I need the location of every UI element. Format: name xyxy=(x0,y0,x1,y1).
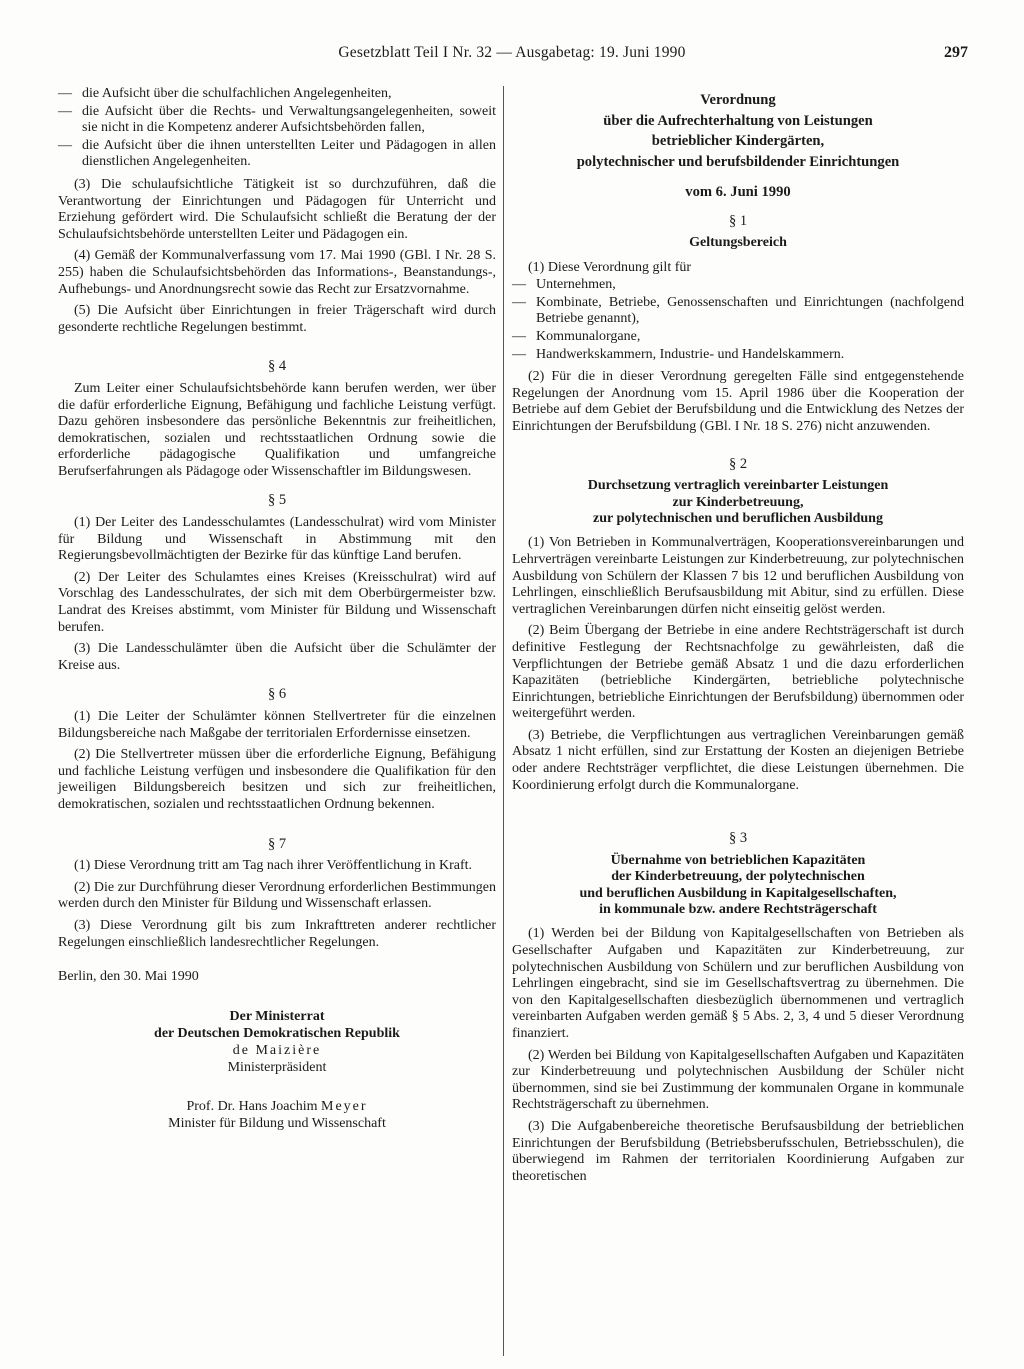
gazette-header: Gesetzblatt Teil I Nr. 32 — Ausgabetag: 19. Juni 1990 xyxy=(338,44,686,61)
page-number: 297 xyxy=(944,44,968,61)
section-heading: § 7 xyxy=(267,835,287,852)
section-heading: § 1 xyxy=(728,212,748,229)
signatory-body: der Deutschen Demokratischen Republik xyxy=(154,1025,400,1041)
paragraph: (1) Die Leiter der Schulämter können Stellvertreter für die einzelnen Bildungsbereiche nach Maßgabe der territorialen Erfordernisse einsetzen. xyxy=(58,709,496,741)
paragraph: (1) Von Betrieben in Kommunalverträgen, Kooperationsvereinbarungen und Lehrverträgen vereinbarte Leistungen zur Kinderbetreuung, zur polytechnischen Ausbildung von Schülern der Klassen 7 bis 12 und beruflichen Ausbildung von Lehrlingen, einschließlich Berufsausbildung mit Abitur, sind zu erfüllen. Diese vertraglichen Vereinbarungen dürfen nicht einseitig gelöst werden. xyxy=(512,535,964,617)
section-title: Geltungsbereich xyxy=(689,235,787,251)
column-divider xyxy=(503,86,504,1356)
paragraph: (1) Diese Verordnung tritt am Tag nach ihrer Veröffentlichung in Kraft. xyxy=(74,858,473,874)
paragraph: (1) Werden bei der Bildung von Kapitalgesellschaften von Betrieben als Gesellschafter Aufgaben und Kapazitäten zur Kinderbetreuung, zur polytechnischen Ausbildung von Schülern und zur beruflichen Ausbildung von Lehrlingen eingebracht, sind sie im Gesellschaftsvertrag zu übernehmen. Die von den Kapitalgesellschaften diesbezüglich übernommenen und vertraglich vereinbarten Aufgaben werden gemäß § 5 Abs. 2, 3, 4 und 5 dieser Verordnung finanziert. xyxy=(512,926,964,1042)
paragraph: (1) Diese Verordnung gilt für xyxy=(528,259,692,275)
paragraph: (2) Beim Übergang der Betriebe in eine andere Rechtsträgerschaft ist durch definitive Festlegung der Rechtsnachfolge zu gewährleisten, daß die Verpflichtungen der Betriebe gemäß Absatz 1 und die dazu erforderlichen Kapazitäten (betriebliche Kindergärten, betriebliche polytechnische Einrichtungen, betriebliche Einrichtungen der Berufsbildung) übernommen oder weitergeführt werden. xyxy=(512,623,964,722)
section-heading: § 5 xyxy=(267,492,287,509)
paragraph: Zum Leiter einer Schulaufsichtsbehörde kann berufen werden, wer über die dafür erforderliche Eignung, Befähigung und fachliche Leistung verfügt. Dazu gehören insbesondere das persönliche Bekenntnis zur freiheitlichen, demokratischen, sozialen und rechtsstaatlichen Ordnung sowie die erforderliche pädagogische Qualifikation und umfangreiche Berufserfahrungen als Pädagoge oder Wissenschaftler im Bildungswesen. xyxy=(58,380,496,479)
signatory-body: Der Ministerrat xyxy=(229,1008,325,1024)
paragraph: (3) Betriebe, die Verpflichtungen aus vertraglichen Vereinbarungen gemäß Absatz 1 nicht erfüllen, sind zur Erstattung der Kosten an diejenigen Betriebe oder andere Rechtsträger verpflichtet, die diese Leistungen übernehmen. Die Koordinierung erfolgt durch die Kommunalorgane. xyxy=(512,727,964,793)
paragraph: (2) Der Leiter des Schulamtes eines Kreises (Kreisschulrat) wird auf Vorschlag des Landesschulrates, der sich mit dem Oberbürgermeister bzw. Landrat des Kreises abstimmt, vom Minister für Bildung und Wissenschaft berufen. xyxy=(58,569,496,635)
paragraph: (2) Für die in dieser Verordnung geregelten Fälle sind entgegenstehende Regelungen der Anordnung vom 15. April 1986 über die Kooperation der Betriebe auf dem Gebiet der Berufsbildung und die Entwicklung des Netzes der Einrichtungen der Berufsbildung (GBl. I Nr. 18 S. 276) nicht anzuwenden. xyxy=(512,369,964,434)
list-item: — Handwerkskammern, Industrie- und Handelskammern. xyxy=(512,346,845,362)
paragraph: (3) Die Landesschulämter üben die Aufsicht über die Schulämter der Kreise aus. xyxy=(58,641,496,673)
paragraph: (3) Die schulaufsichtliche Tätigkeit ist so durchzuführen, daß die Verantwortung der Einrichtungen und Pädagogen für Unterricht und Erziehung gefördert wird. Die Schulaufsicht schließt die Beratung der der Schulaufsichtsbehörde unterstellten Leiter und Pädagogen ein. xyxy=(58,176,496,242)
ordinance-title: Verordnung über die Aufrechterhaltung von Leistungen betrieblicher Kindergärten, polytechnischer und berufsbildender Einrichtungen xyxy=(576,92,900,170)
left-column xyxy=(58,86,496,1132)
signatory-role: Minister für Bildung und Wissenschaft xyxy=(168,1115,386,1131)
section-heading: § 6 xyxy=(267,686,287,703)
paragraph: (2) Die zur Durchführung dieser Verordnung erforderlichen Bestimmungen werden durch den Minister für Bildung und Wissenschaft erlassen. xyxy=(58,879,496,912)
section-title: Durchsetzung vertraglich vereinbarter Leistungen zur Kinderbetreuung, zur polytechnischen und beruflichen Ausbildung xyxy=(587,478,889,526)
paragraph: (3) Diese Verordnung gilt bis zum Inkrafttreten anderer rechtlicher Regelungen einschließlich landesrechtlicher Regelungen. xyxy=(58,917,496,950)
list-item: — die Aufsicht über die ihnen unterstellten Leiter und Pädagogen in allen dienstlichen Angelegenheiten. xyxy=(58,137,496,170)
list-item: — die Aufsicht über die Rechts- und Verwaltungsangelegenheiten, soweit sie nicht in die Kompetenz anderer Aufsichtsbehörden fallen, xyxy=(58,103,496,136)
right-column xyxy=(512,86,964,1190)
paragraph: (2) Die Stellvertreter müssen über die erforderliche Eignung, Befähigung und fachliche Leistung verfügen und insbesondere die Qualifikation für den jeweiligen Bildungsbereich besitzen und sich zur freiheitlichen, demokratischen, sozialen und rechtsstaatlichen Ordnung bekennen. xyxy=(58,747,496,812)
section-heading: § 3 xyxy=(728,830,748,847)
ordinance-date: vom 6. Juni 1990 xyxy=(685,184,791,200)
signatory-name: de Maizière xyxy=(232,1042,322,1058)
paragraph: (3) Die Aufgabenbereiche theoretische Berufsausbildung der betrieblichen Einrichtungen der Berufsbildung (Betriebsberufsschulen, Betriebsschulen), die überwiegend im Rahmen der territorialen Koordinierung Aufgaben zur theoretischen xyxy=(512,1119,964,1184)
paragraph: (1) Der Leiter des Landesschulamtes (Landesschulrat) wird vom Minister für Bildung und Wissenschaft in Abstimmung mit den Regierungsbevollmächtigten der Bezirke für das künftige Land berufen. xyxy=(58,515,496,564)
list-item: — Kommunalorgane, xyxy=(512,328,641,344)
paragraph: (2) Werden bei Bildung von Kapitalgesellschaften Aufgaben und Kapazitäten zur Kinderbetreuung und polytechnischen Ausbildung der Schüler nicht übernommen, sind sie bei Zustimmung der kommunalen Organe in kommunale Rechtsträgerschaft zu übernehmen. xyxy=(512,1047,964,1113)
paragraph: (4) Gemäß der Kommunalverfassung vom 17. Mai 1990 (GBl. I Nr. 28 S. 255) haben die Schulaufsichtsbehörden das Informations-, Beanstandungs-, Aufhebungs- und Anordnungsrecht sowie das Recht zur Ersatzvornahme. xyxy=(58,248,496,297)
paragraph: (5) Die Aufsicht über Einrichtungen in freier Trägerschaft wird durch gesonderte rechtliche Regelungen bestimmt. xyxy=(58,303,496,335)
list-item: — Unternehmen, xyxy=(512,277,616,293)
place-date: Berlin, den 30. Mai 1990 xyxy=(58,969,199,985)
list-item: — die Aufsicht über die schulfachlichen Angelegenheiten, xyxy=(58,86,392,101)
section-title: Übernahme von betrieblichen Kapazitäten der Kinderbetreuung, der polytechnischen und beruflichen Ausbildung in Kapitalgesellschaften, in kommunale bzw. andere Rechtsträgerschaft xyxy=(579,852,897,918)
section-heading: § 4 xyxy=(267,358,287,375)
list-item: — Kombinate, Betriebe, Genossenschaften und Einrichtungen (nachfolgend Betriebe genannt), xyxy=(512,294,964,327)
section-heading: § 2 xyxy=(728,455,748,472)
signatory-role: Ministerpräsident xyxy=(227,1059,327,1075)
signatory-name: Prof. Dr. Hans Joachim Meyer xyxy=(186,1098,368,1114)
signature-block xyxy=(58,1008,496,1132)
